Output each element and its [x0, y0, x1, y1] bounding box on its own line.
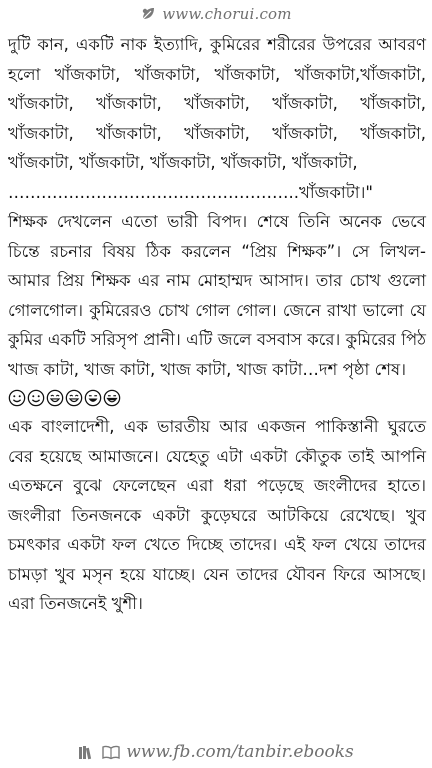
- story-content: [8, 30, 426, 619]
- footer-site-text: www.fb.com/tanbir.ebooks: [126, 742, 354, 762]
- laugh-icon: [103, 389, 121, 407]
- books-icon: [78, 744, 96, 760]
- paragraph-3: এক বাংলাদেশী, এক ভারতীয় আর একজন পাকিস্তানী ঘুরতে বের হয়েছে আমাজনে। যেহেতু এটা একটা কৌতুক তাই আপনি এতক্ষনে বুঝে ফেলেছেন এরা ধরা পড়েছে জংলীদের হাতে। জংলীরা তিনজনকে একটা কুড়েঘরে আটকিয়ে রেখেছে। খুব চমৎকার একটা ফল খেতে দিচ্ছে তাদের। এই ফল খেয়ে তাদের চামড়া খুব মসৃন হয়ে যাচ্ছে। যেন তাদের যৌবন ফিরে আসছে। এরা তিনজনেই খুশী।: [8, 417, 426, 613]
- smile-icon: [8, 389, 26, 407]
- dots-line: ……………………………………………..খাঁজকাটা।": [8, 182, 373, 202]
- laugh-icon: [84, 389, 102, 407]
- page-footer: [0, 736, 432, 768]
- open-book-icon: [102, 744, 120, 760]
- grin-icon: [65, 389, 83, 407]
- paragraph-1: দুটি কান, একটি নাক ইত্যাদি, কুমিরের শরীরের উপরের আবরণ হলো খাঁজকাটা, খাঁজকাটা, খাঁজকাটা, খাঁজকাটা,খাঁজকাটা, খাঁজকাটা, খাঁজকাটা, খাঁজকাটা, খাঁজকাটা, খাঁজকাটা, খাঁজকাটা, খাঁজকাটা, খাঁজকাটা, খাঁজকাটা, খাঁজকাটা, খাঁজকাটা, খাঁজকাটা, খাঁজকাটা, খাঁজকাটা, খাঁজকাটা,: [8, 35, 426, 172]
- emoji-row: [8, 384, 426, 412]
- smile-icon: [27, 389, 45, 407]
- leaf-icon: [140, 6, 156, 22]
- page-header: [0, 0, 432, 28]
- grin-icon: [46, 389, 64, 407]
- header-site-text: www.chorui.com: [162, 5, 292, 23]
- paragraph-2: শিক্ষক দেখলেন এতো ভারী বিপদ। শেষে তিনি অনেক ভেবে চিন্তে রচনার বিষয় ঠিক করলেন “প্রিয় শিক্ষক”। সে লিখল- আমার প্রিয় শিক্ষক এর নাম মোহাম্মদ আসাদ। তার চোখ গুলো গোলগোল। কুমিরেরও চোখ গোল গোল। জেনে রাখা ভালো যে কুমির একটি সরিসৃপ প্রানী। এটি জলে বসবাস করে। কুমিরের পিঠ খাজ কাটা, খাজ কাটা, খাজ কাটা, খাজ কাটা…দশ পৃষ্ঠা শেষ।: [8, 212, 426, 379]
